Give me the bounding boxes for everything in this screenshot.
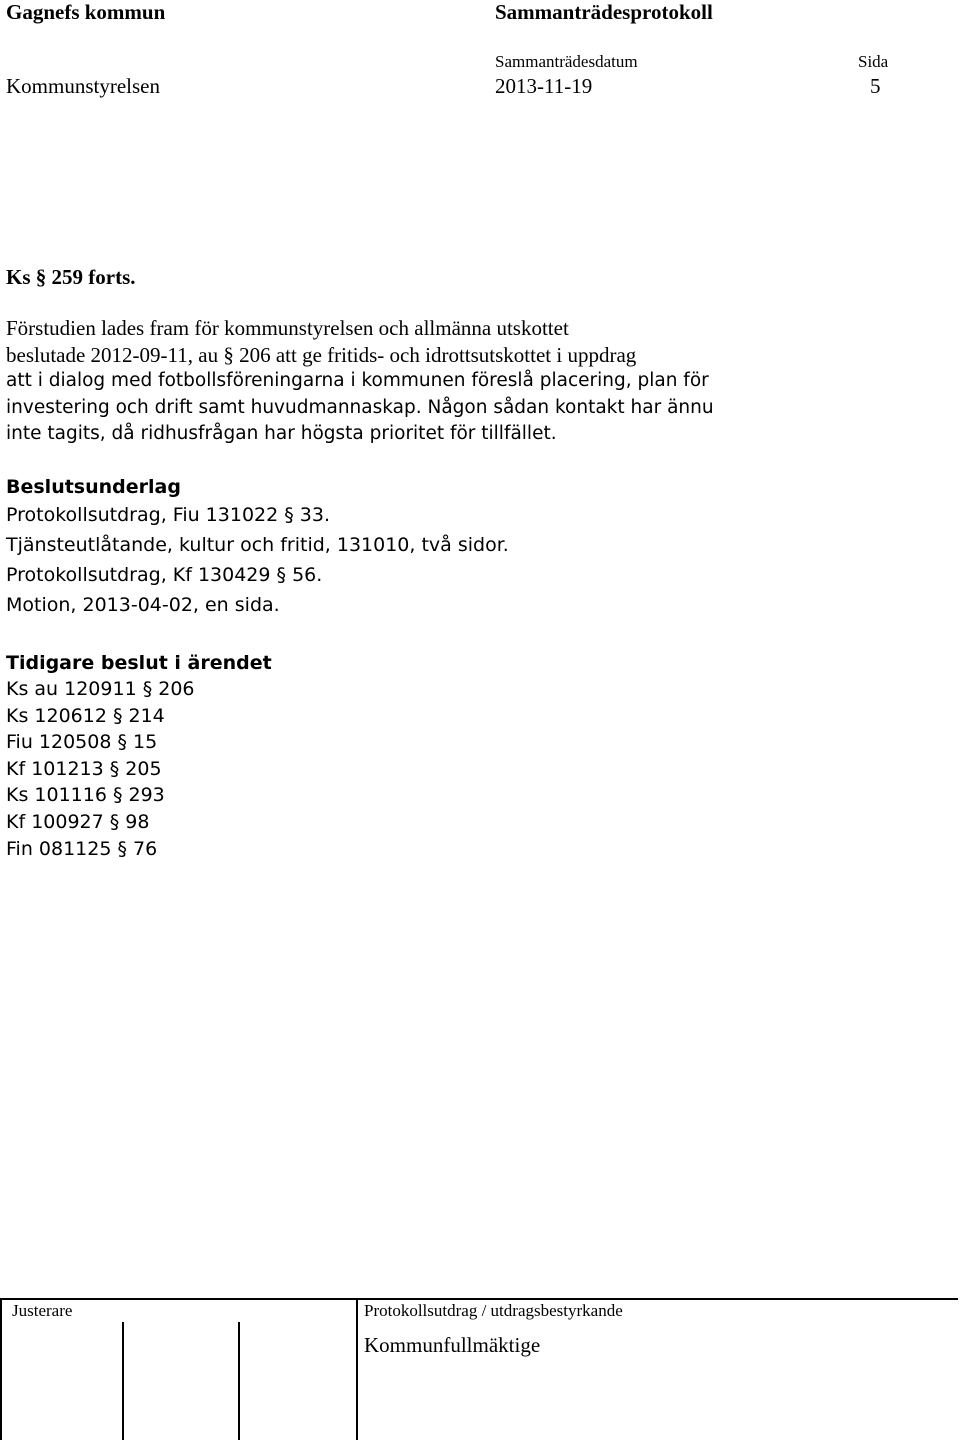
meeting-date: 2013-11-19 xyxy=(495,74,593,98)
footer-divider xyxy=(356,1298,358,1440)
footer-rule xyxy=(0,1298,958,1300)
beslutsunderlag-heading: Beslutsunderlag xyxy=(6,476,181,498)
paragraph-line: inte tagits, då ridhusfrågan har högsta prioritet för tillfället. xyxy=(6,423,557,445)
list-item: Protokollsutdrag, Kf 130429 § 56. xyxy=(6,564,323,586)
document-type: Sammanträdesprotokoll xyxy=(495,0,713,24)
utdrag-label: Protokollsutdrag / utdragsbestyrkande xyxy=(364,1301,623,1320)
tidigare-beslut-heading: Tidigare beslut i ärendet xyxy=(6,652,272,674)
meeting-date-label: Sammanträdesdatum xyxy=(495,52,638,71)
footer-left-border xyxy=(0,1298,2,1440)
list-item: Kf 100927 § 98 xyxy=(6,810,150,833)
paragraph-line: Förstudien lades fram för kommunstyrelsen och allmänna utskottet xyxy=(6,316,569,340)
committee-name: Kommunstyrelsen xyxy=(6,74,160,98)
list-item: Tjänsteutlåtande, kultur och fritid, 131010, två sidor. xyxy=(6,534,509,556)
justerare-box-divider xyxy=(122,1322,124,1440)
list-item: Protokollsutdrag, Fiu 131022 § 33. xyxy=(6,504,331,526)
organization-name: Gagnefs kommun xyxy=(6,0,166,24)
page-number: 5 xyxy=(870,74,881,98)
paragraph-line: beslutade 2012-09-11, au § 206 att ge fritids- och idrottsutskottet i uppdrag xyxy=(6,342,637,367)
paragraph-line: att i dialog med fotbollsföreningarna i kommunen föreslå placering, plan för xyxy=(6,370,709,392)
list-item: Motion, 2013-04-02, en sida. xyxy=(6,594,280,616)
justerare-box-divider xyxy=(238,1322,240,1440)
list-item: Fiu 120508 § 15 xyxy=(6,731,158,754)
utdrag-value: Kommunfullmäktige xyxy=(364,1333,541,1357)
list-item: Ks 101116 § 293 xyxy=(6,784,165,807)
list-item: Ks 120612 § 214 xyxy=(6,704,165,727)
beslutsunderlag-section xyxy=(6,474,509,620)
paragraph-line: investering och drift samt huvudmannaskap. Någon sådan kontakt har ännu xyxy=(6,396,714,418)
list-item: Ks au 120911 § 206 xyxy=(6,678,195,700)
page-label: Sida xyxy=(858,52,889,71)
justerare-label: Justerare xyxy=(12,1301,73,1320)
list-item: Fin 081125 § 76 xyxy=(6,837,158,860)
tidigare-beslut-section xyxy=(6,650,272,862)
item-paragraph xyxy=(6,315,951,448)
list-item: Kf 101213 § 205 xyxy=(6,757,162,780)
item-heading: Ks § 259 forts. xyxy=(6,265,136,289)
